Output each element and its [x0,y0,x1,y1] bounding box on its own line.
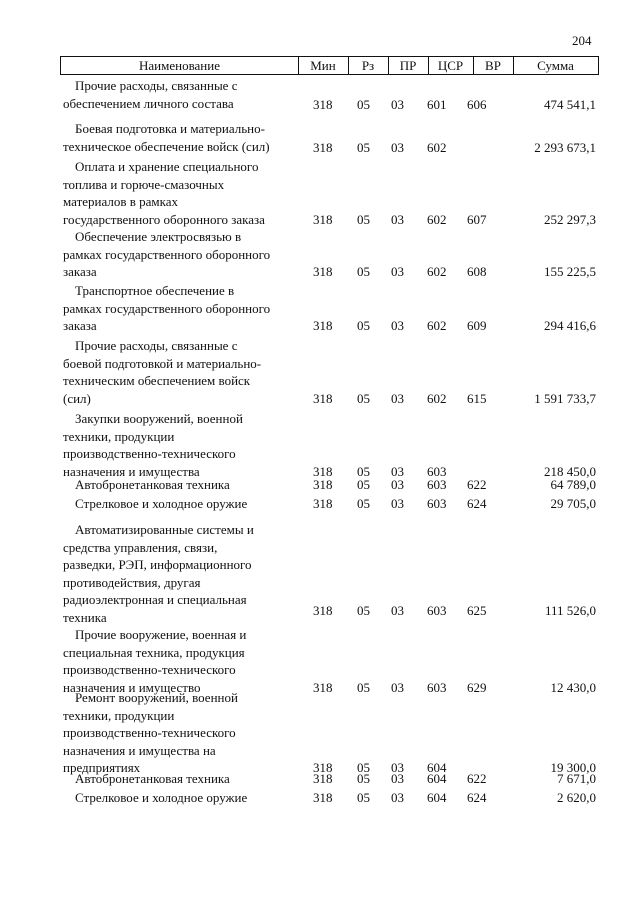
cell-sum: 19 300,0 [550,759,596,775]
header-name: Наименование [139,58,220,73]
table-row [0,410,640,480]
row-name-line: Автоматизированные системы и [75,522,254,537]
cell-sum: 2 620,0 [557,789,596,805]
table-row [0,228,640,280]
cell-sum: 218 450,0 [544,463,596,479]
row-name-line: техническим обеспечением войск [63,373,251,388]
row-name-line: разведки, РЭП, информационного [63,557,252,572]
cell-min: 318 [313,759,333,775]
cell-csr: 603 [427,463,447,479]
cell-pr: 03 [391,476,404,492]
cell-csr: 602 [427,139,447,155]
row-name-line: Обеспечение электросвязью в [75,229,242,244]
row-name-line: Закупки вооружений, военной [75,411,243,426]
row-name-line: обеспечением личного состава [63,95,234,111]
row-name [63,689,293,777]
row-name-line: назначения и имущества на [63,742,216,758]
cell-rz: 05 [357,390,370,406]
row-name-line: Стрелковое и холодное оружие [75,496,248,511]
cell-vr: 622 [467,476,487,492]
row-name-line: рамках государственного оборонного [63,300,271,316]
row-name [63,337,293,407]
row-name [63,228,293,281]
cell-rz: 05 [357,476,370,492]
cell-min: 318 [313,317,333,333]
cell-rz: 05 [357,602,370,618]
cell-pr: 03 [391,263,404,279]
cell-vr: 607 [467,211,487,227]
cell-pr: 03 [391,463,404,479]
cell-min: 318 [313,96,333,112]
row-name-line: Оплата и хранение специального [75,159,259,174]
cell-sum: 12 430,0 [550,679,596,695]
cell-min: 318 [313,602,333,618]
cell-pr: 03 [391,759,404,775]
cell-vr: 608 [467,263,487,279]
cell-rz: 05 [357,263,370,279]
cell-csr: 604 [427,789,447,805]
row-name-line: средства управления, связи, [63,539,218,555]
cell-min: 318 [313,211,333,227]
row-name [63,158,293,228]
cell-pr: 03 [391,495,404,511]
cell-vr: 629 [467,679,487,695]
row-name [63,476,293,494]
table-row [0,77,640,113]
row-name-line: государственного оборонного заказа [63,211,265,227]
row-name-line: производственно-технического [63,446,236,461]
row-name-line: Прочие расходы, связанные с [75,338,238,353]
table-row [0,495,640,512]
cell-pr: 03 [391,770,404,786]
row-name-line: радиоэлектронная и специальная [63,592,247,607]
cell-csr: 602 [427,317,447,333]
cell-rz: 05 [357,211,370,227]
cell-sum: 2 293 673,1 [534,139,596,155]
row-name [63,120,293,155]
row-name-line: производственно-технического [63,725,236,740]
table-row [0,120,640,156]
cell-min: 318 [313,476,333,492]
row-name-line: техника [63,609,107,625]
row-name [63,626,293,696]
cell-rz: 05 [357,789,370,805]
table-row [0,770,640,787]
header-pr: ПР [399,58,417,73]
table-row [0,158,640,228]
cell-csr: 603 [427,495,447,511]
cell-pr: 03 [391,211,404,227]
row-name-line: заказа [63,318,97,333]
cell-sum: 111 526,0 [544,602,596,618]
row-name-line: назначения и имущества [63,463,200,479]
row-name-line: материалов в рамках [63,194,179,209]
cell-rz: 05 [357,317,370,333]
header-csr: ЦСР [437,58,464,73]
table-row [0,521,640,625]
cell-sum: 64 789,0 [550,476,596,492]
cell-vr: 624 [467,495,487,511]
cell-pr: 03 [391,96,404,112]
row-name [63,770,293,788]
row-name-line: техники, продукции [63,428,175,444]
table-row [0,689,640,776]
cell-csr: 604 [427,770,447,786]
row-name-line: рамках государственного оборонного [63,246,271,262]
cell-rz: 05 [357,139,370,155]
cell-pr: 03 [391,602,404,618]
cell-rz: 05 [357,759,370,775]
cell-rz: 05 [357,679,370,695]
cell-sum: 29 705,0 [550,495,596,511]
row-name [63,789,293,807]
cell-pr: 03 [391,390,404,406]
cell-sum: 474 541,1 [544,96,596,112]
row-name [63,410,293,480]
cell-sum: 294 416,6 [544,317,596,333]
header-sum: Сумма [537,58,574,73]
row-name [63,521,293,626]
cell-min: 318 [313,679,333,695]
table-row [0,476,640,493]
header-min: Мин [310,58,336,73]
cell-min: 318 [313,770,333,786]
row-name-line: (сил) [63,390,91,406]
table-row [0,282,640,334]
cell-pr: 03 [391,679,404,695]
header-rz: Рз [361,58,375,73]
cell-vr: 624 [467,789,487,805]
cell-rz: 05 [357,495,370,511]
cell-csr: 603 [427,476,447,492]
table-row [0,626,640,696]
cell-vr: 622 [467,770,487,786]
row-name-line: боевой подготовкой и материально- [63,355,262,371]
row-name-line: противодействия, другая [63,574,201,590]
row-name-line: Прочие вооружение, военная и [75,627,247,642]
row-name-line: Транспортное обеспечение в [75,283,235,298]
row-name-line: предприятиях [63,760,141,775]
cell-vr: 609 [467,317,487,333]
cell-csr: 603 [427,679,447,695]
cell-vr: 606 [467,96,487,112]
cell-vr: 615 [467,390,487,406]
cell-min: 318 [313,789,333,805]
row-name-line: Боевая подготовка и материально- [75,121,265,136]
row-name-line: Автобронетанковая техника [75,477,230,492]
table-row [0,789,640,806]
row-name-line: назначения и имущество [63,679,201,695]
cell-pr: 03 [391,789,404,805]
row-name-line: заказа [63,264,97,279]
cell-csr: 604 [427,759,447,775]
cell-min: 318 [313,495,333,511]
cell-sum: 1 591 733,7 [534,390,596,406]
row-name-line: производственно-технического [63,662,236,677]
table-header [60,56,599,75]
cell-min: 318 [313,139,333,155]
row-name [63,495,293,513]
cell-min: 318 [313,390,333,406]
cell-pr: 03 [391,317,404,333]
cell-vr: 625 [467,602,487,618]
cell-rz: 05 [357,96,370,112]
row-name-line: топлива и горюче-смазочных [63,176,225,192]
row-name [63,282,293,335]
cell-csr: 602 [427,263,447,279]
cell-rz: 05 [357,463,370,479]
cell-sum: 155 225,5 [544,263,596,279]
page-number: 204 [572,33,592,48]
row-name-line: Прочие расходы, связанные с [75,78,238,93]
cell-rz: 05 [357,770,370,786]
row-name-line: Автобронетанковая техника [75,771,230,786]
cell-sum: 7 671,0 [557,770,596,786]
cell-min: 318 [313,463,333,479]
table-row [0,337,640,407]
cell-csr: 602 [427,211,447,227]
row-name [63,77,293,112]
cell-csr: 603 [427,602,447,618]
row-name-line: Ремонт вооружений, военной [75,690,238,705]
cell-min: 318 [313,263,333,279]
cell-csr: 601 [427,96,447,112]
cell-sum: 252 297,3 [544,211,596,227]
header-vr: ВР [485,58,501,73]
cell-pr: 03 [391,139,404,155]
row-name-line: техническое обеспечение войск (сил) [63,138,270,154]
row-name-line: Стрелковое и холодное оружие [75,790,248,805]
row-name-line: специальная техника, продукция [63,644,245,660]
cell-csr: 602 [427,390,447,406]
row-name-line: техники, продукции [63,707,175,723]
